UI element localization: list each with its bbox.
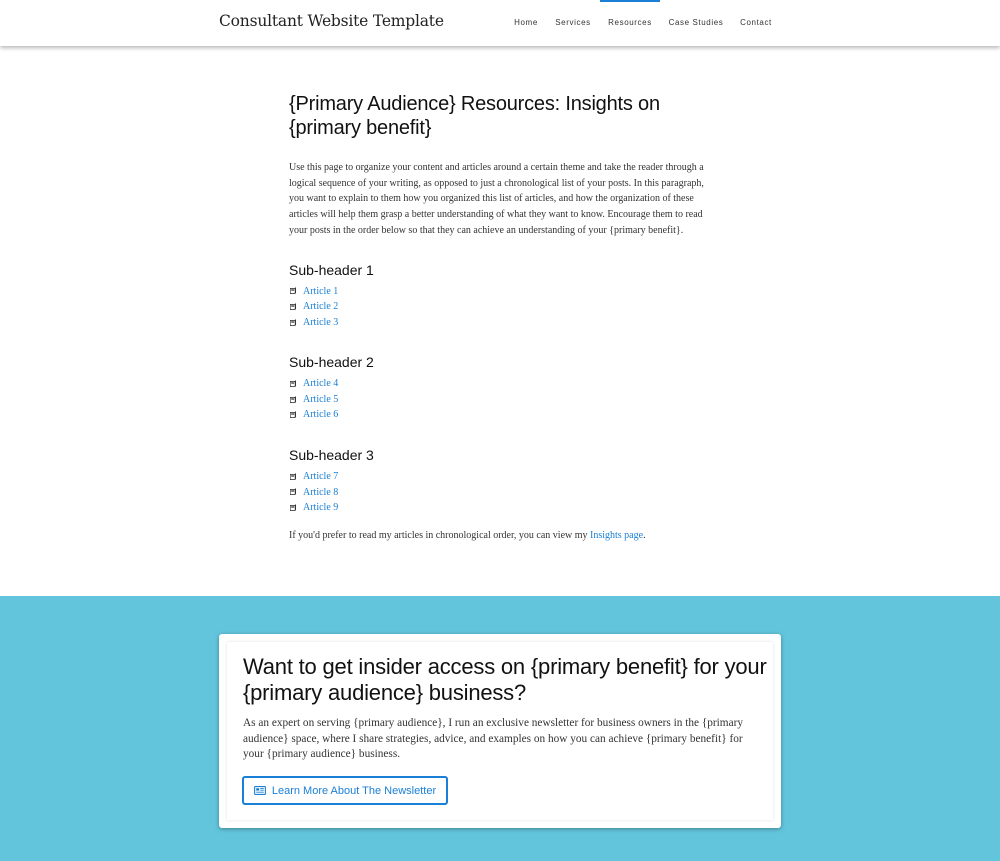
site-title[interactable]: Consultant Website Template [219, 12, 444, 30]
list-item [289, 485, 714, 501]
section-1 [289, 261, 714, 331]
section-3 [289, 446, 714, 516]
newspaper-icon [254, 786, 266, 795]
chronological-note [289, 528, 714, 543]
list-item [289, 500, 714, 516]
nav-resources[interactable]: Resources [600, 0, 660, 46]
list-item [289, 407, 714, 423]
note-text: If you'd prefer to read my articles in chronological order, you can view my [289, 529, 591, 541]
sub-header: Sub-header 3 [289, 447, 374, 464]
article-link[interactable]: Article 6 [303, 409, 339, 421]
note-suffix: . [643, 529, 646, 541]
nav-contact[interactable]: Contact [740, 18, 772, 27]
article-list [289, 284, 714, 331]
list-item [289, 299, 714, 315]
nav-services[interactable]: Services [555, 18, 591, 27]
newsletter-text: As an expert on serving {primary audience}, I run an exclusive newsletter for business owners in the {primary audience} space, where I share strategies, advice, and examples on how you can achieve {primary benefit} for your {primary audience} business. [243, 717, 744, 760]
book-icon [289, 319, 297, 327]
article-link[interactable]: Article 1 [303, 285, 339, 297]
article-link[interactable]: Article 9 [303, 502, 339, 514]
book-icon [289, 504, 297, 512]
article-link[interactable]: Article 8 [303, 486, 339, 498]
list-item [289, 284, 714, 300]
book-icon [289, 396, 297, 404]
article-link[interactable]: Article 3 [303, 316, 339, 328]
book-icon [289, 380, 297, 388]
list-item [289, 376, 714, 392]
article-link[interactable]: Article 4 [303, 378, 339, 390]
list-item [289, 469, 714, 485]
book-icon [289, 473, 297, 481]
article-link[interactable]: Article 2 [303, 301, 339, 313]
sub-header: Sub-header 2 [289, 354, 374, 371]
page-title: {Primary Audience} Resources: Insights on {primary benefit} [289, 93, 660, 139]
article-list [289, 469, 714, 516]
book-icon [289, 303, 297, 311]
learn-more-newsletter-button[interactable] [242, 776, 448, 805]
newsletter-card-inner [227, 642, 773, 820]
article-link[interactable]: Article 5 [303, 393, 339, 405]
nav-case-studies[interactable]: Case Studies [668, 18, 724, 27]
intro-paragraph: Use this page to organize your content and articles around a certain theme and take the reader through a logical sequence of your writing, as opposed to just a chronological list of your posts. In this paragraph, you want to explain to them how you organized this list of articles, and how the organization of these articles will help them grasp a better understanding of what they want to know. Encourage them to read your posts in the order below so that they can achieve an understanding of your {primary benefit}. [289, 162, 704, 236]
insights-link[interactable]: Insights page [590, 529, 644, 541]
book-icon [289, 287, 297, 295]
article-list [289, 376, 714, 423]
main-content [289, 92, 714, 543]
newsletter-card [219, 634, 781, 828]
newsletter-title: Want to get insider access on {primary benefit} for your {primary audience} business? [243, 654, 767, 705]
article-link[interactable]: Article 7 [303, 471, 339, 483]
sub-header: Sub-header 1 [289, 261, 374, 278]
site-header [0, 0, 1000, 46]
button-label: Learn More About The Newsletter [271, 784, 437, 797]
list-item [289, 392, 714, 408]
list-item [289, 315, 714, 331]
book-icon [289, 488, 297, 496]
book-icon [289, 411, 297, 419]
nav-home[interactable]: Home [514, 18, 538, 27]
section-2 [289, 353, 714, 423]
